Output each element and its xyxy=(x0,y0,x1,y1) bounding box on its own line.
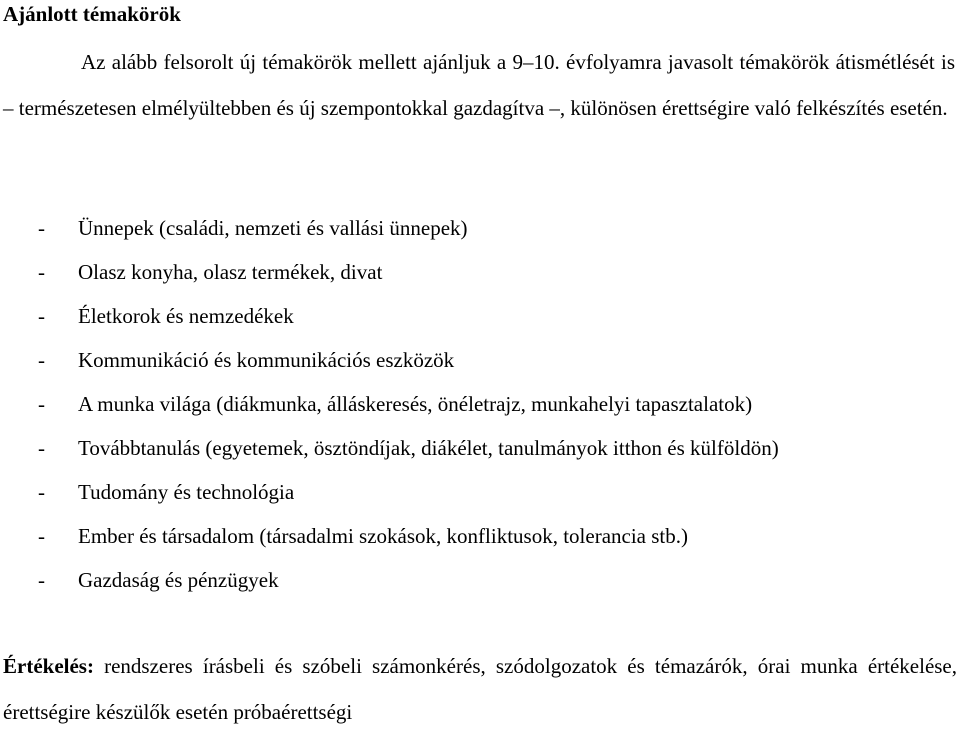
list-item xyxy=(38,382,779,426)
list-item xyxy=(38,250,779,294)
topic-text: Továbbtanulás (egyetemek, ösztöndíjak, diákélet, tanulmányok itthon és külföldön) xyxy=(78,436,779,460)
list-marker: - xyxy=(38,480,45,504)
list-item xyxy=(38,470,779,514)
list-marker: - xyxy=(38,392,45,416)
list-marker: - xyxy=(38,436,45,460)
topic-list xyxy=(38,206,779,602)
list-item xyxy=(38,338,779,382)
list-item xyxy=(38,514,779,558)
intro-paragraph xyxy=(3,39,955,131)
list-marker: - xyxy=(38,304,45,328)
topic-text: Tudomány és technológia xyxy=(78,480,295,504)
list-item xyxy=(38,558,779,602)
list-marker: - xyxy=(38,260,45,284)
list-item xyxy=(38,426,779,470)
evaluation-paragraph xyxy=(3,643,957,735)
list-marker: - xyxy=(38,524,45,548)
list-marker: - xyxy=(38,568,45,592)
list-item xyxy=(38,294,779,338)
topic-text: Életkorok és nemzedékek xyxy=(78,304,294,328)
intro-text: Az alább felsorolt új témakörök mellett ajánljuk a 9–10. évfolyamra javasolt témakörök átismétlését is – természetesen elmélyültebben és új szempontokkal gazdagítva –, különösen érettségire való felkészítés esetén. xyxy=(3,50,955,120)
list-marker: - xyxy=(38,216,45,240)
section-heading: Ajánlott témakörök xyxy=(3,2,181,26)
topic-text: Ünnepek (családi, nemzeti és vallási ünnepek) xyxy=(78,216,468,240)
evaluation-label: Értékelés: xyxy=(3,654,94,678)
list-marker: - xyxy=(38,348,45,372)
list-item xyxy=(38,206,779,250)
topic-text: Gazdaság és pénzügyek xyxy=(78,568,279,592)
evaluation-text: rendszeres írásbeli és szóbeli számonkérés, szódolgozatok és témazárók, órai munka értékelése, érettségire készülők esetén próbaérettségi xyxy=(3,654,958,724)
topic-text: Ember és társadalom (társadalmi szokások, konfliktusok, tolerancia stb.) xyxy=(78,524,688,548)
topic-text: Olasz konyha, olasz termékek, divat xyxy=(78,260,383,284)
topic-text: Kommunikáció és kommunikációs eszközök xyxy=(78,348,455,372)
topic-text: A munka világa (diákmunka, álláskeresés, önéletrajz, munkahelyi tapasztalatok) xyxy=(78,392,753,416)
